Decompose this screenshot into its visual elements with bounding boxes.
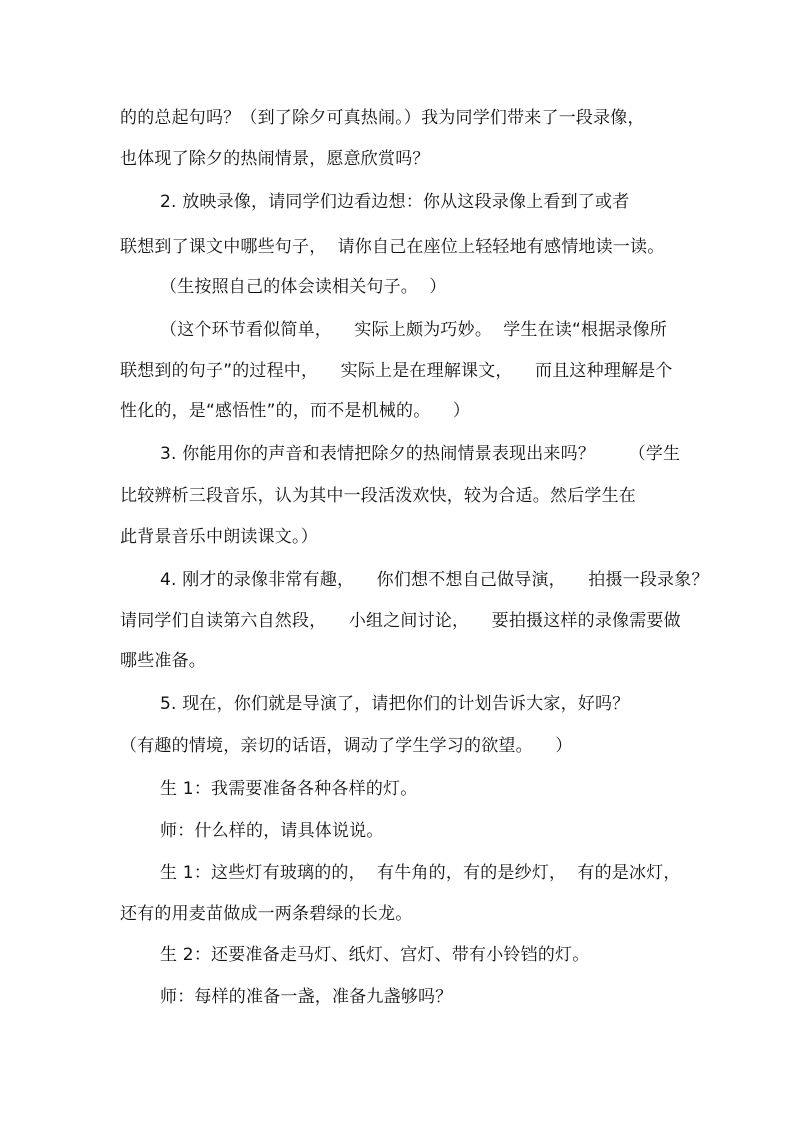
text-line-16: （有趣的情境，亲切的话语，调动了学生学习的欲望。 ） bbox=[120, 736, 573, 756]
text-line-4: 联想到了课文中哪些句子， 请你自己在座位上轻轻地有感情地读一读。 bbox=[120, 237, 665, 257]
text-line-14: 哪些准备。 bbox=[120, 651, 206, 671]
text-line-13: 请同学们自读第六自然段， 小组之间讨论， 要拍摄这样的录像需要做 bbox=[120, 611, 681, 631]
text-line-10: 比较辨析三段音乐，认为其中一段活泼欢快，较为合适。然后学生在 bbox=[120, 486, 636, 506]
text-line-22: 师：每样的准备一盏，准备九盏够吗？ bbox=[160, 987, 453, 1007]
text-line-2: 也体现了除夕的热闹情景，愿意欣赏吗？ bbox=[120, 149, 430, 169]
text-line-7: 联想到的句子”的过程中， 实际上是在理解课文， 而且这种理解是个 bbox=[120, 361, 673, 381]
text-line-17: 生 1：我需要准备各种各样的灯。 bbox=[160, 779, 418, 799]
text-line-11: 此背景音乐中朗读课文。） bbox=[120, 527, 318, 547]
text-line-15: 5. 现在，你们就是导演了，请把你们的计划告诉大家，好吗？ bbox=[160, 694, 630, 714]
text-line-21: 生 2：还要准备走马灯、纸灯、宫灯、带有小铃铛的灯。 bbox=[160, 945, 590, 965]
text-line-9: 3. 你能用你的声音和表情把除夕的热闹情景表现出来吗？ （学生 bbox=[160, 444, 681, 464]
text-line-5: （生按照自己的体会读相关句子。 ） bbox=[160, 277, 447, 297]
text-line-3: 2. 放映录像，请同学们边看边想：你从这段录像上看到了或者 bbox=[160, 192, 630, 212]
text-line-18: 师：什么样的，请具体说说。 bbox=[160, 821, 384, 841]
text-line-6: （这个环节看似简单， 实际上颇为巧妙。 学生在读“根据录像所 bbox=[160, 320, 668, 340]
text-line-12: 4. 刚才的录像非常有趣， 你们想不想自己做导演， 拍摄一段录象？ bbox=[160, 570, 709, 590]
text-line-1: 的的总起句吗？（到了除夕可真热闹。）我为同学们带来了一段录像， bbox=[120, 108, 645, 128]
text-line-8: 性化的，是“感悟性”的，而不是机械的。 ） bbox=[120, 401, 471, 421]
text-line-20: 还有的用麦苗做成一两条碧绿的长龙。 bbox=[120, 904, 413, 924]
text-line-19: 生 1：这些灯有玻璃的的， 有牛角的，有的是纱灯， 有的是冰灯， bbox=[160, 863, 681, 883]
